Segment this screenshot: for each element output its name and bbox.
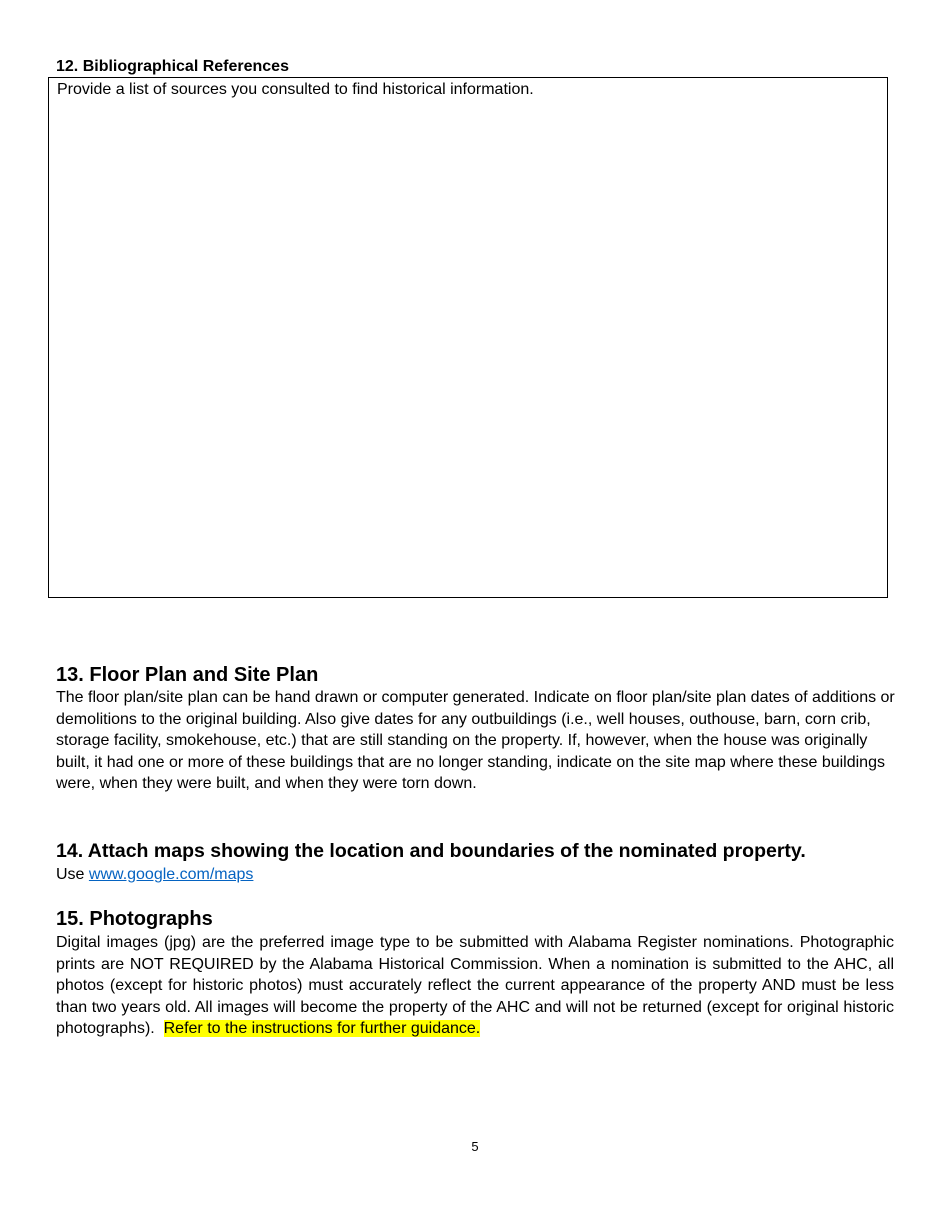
section-14-body — [56, 864, 253, 886]
section-13-title: 13. Floor Plan and Site Plan — [56, 664, 319, 686]
use-label: Use — [56, 866, 85, 883]
page-number: 5 — [471, 1139, 479, 1154]
section-15-body — [56, 932, 894, 1040]
google-maps-link[interactable]: www.google.com/maps — [88, 866, 254, 883]
section-15-text: Digital images (jpg) are the preferred image type to be submitted with Alabama Register nominations. Photographic prints are NOT REQUIRED by the Alabama Historical Commission. When a nomination is submitted to the AHC, all photos (except for historic photos) must accurately reflect the current appearance of the property AND must be less than two years old. All images will become the property of the AHC and will not be returned (except for original historic photographs). — [56, 934, 894, 1038]
section-14-title: 14. Attach maps showing the location and boundaries of the nominated property. — [56, 840, 806, 862]
bibliographical-references-prompt: Provide a list of sources you consulted to find historical information. — [57, 81, 534, 98]
instructions-highlight: Refer to the instructions for further guidance. — [163, 1020, 481, 1038]
section-12-title: 12. Bibliographical References — [56, 58, 289, 75]
bibliographical-references-box[interactable] — [48, 77, 888, 598]
section-15-title: 15. Photographs — [56, 908, 213, 930]
section-13-body: The floor plan/site plan can be hand drawn or computer generated. Indicate on floor plan/site plan dates of additions or demolitions to the original building. Also give dates for any outbuildings (i.e., well houses, outhouse, barn, corn crib, storage facility, smokehouse, etc.) that are still standing on the property. If, however, when the house was originally built, it had one or more of these buildings that are no longer standing, indicate on the site map where these buildings were, when they were built, and when they were torn down. — [56, 689, 895, 793]
